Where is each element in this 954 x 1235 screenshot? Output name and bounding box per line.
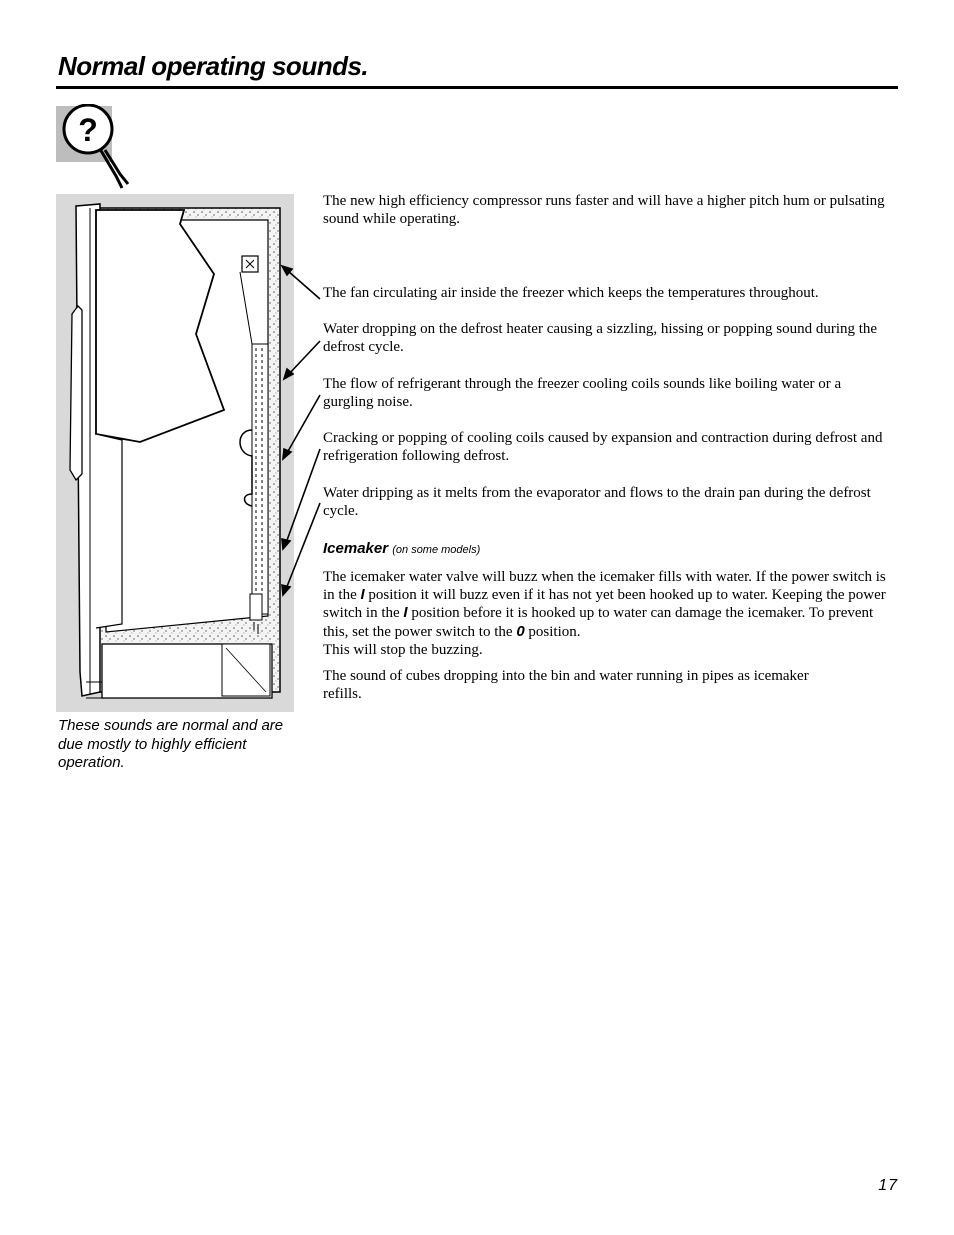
text-run: This will stop the buzzing. bbox=[323, 641, 483, 658]
icemaker-valve-description bbox=[323, 568, 898, 659]
sound-description: Water dropping on the defrost heater causing a sizzling, hissing or popping sound during the defrost cycle. bbox=[323, 321, 878, 356]
page-number: 17 bbox=[878, 1177, 898, 1194]
icemaker-heading bbox=[323, 539, 480, 560]
sound-description: Cracking or popping of cooling coils caused by expansion and contraction during defrost and refrigeration following defrost. bbox=[323, 430, 883, 465]
question-mark-magnifier-icon bbox=[56, 104, 136, 190]
icemaker-heading-text: Icemaker bbox=[323, 540, 389, 557]
sound-description: The flow of refrigerant through the freezer cooling coils sounds like boiling water or a gurgling noise. bbox=[323, 376, 842, 411]
text-run: position before it is hooked up to water can damage the icemaker. To prevent this, set the power switch to the bbox=[323, 605, 874, 640]
text-run: position it will buzz even if it has not yet been hooked up to water. Keeping the power switch in the bbox=[323, 587, 886, 622]
icemaker-heading-note: (on some models) bbox=[392, 544, 481, 556]
refrigerator-diagram bbox=[56, 194, 294, 712]
page-title: Normal operating sounds. bbox=[58, 51, 369, 81]
power-switch-symbol: I bbox=[403, 604, 408, 622]
sound-description: The new high efficiency compressor runs faster and will have a higher pitch hum or pulsating sound while operating. bbox=[323, 193, 885, 228]
icemaker-refill-description: The sound of cubes dropping into the bin and water running in pipes as icemaker refills. bbox=[323, 668, 809, 703]
sound-description: The fan circulating air inside the freezer which keeps the temperatures throughout. bbox=[323, 285, 819, 301]
text-run: position. bbox=[524, 623, 581, 640]
text-run: The icemaker water valve will buzz when the icemaker fills with water. If the power switch is in the bbox=[323, 569, 886, 604]
callout-arrows bbox=[270, 255, 330, 615]
sound-description: Water dripping as it melts from the evaporator and flows to the drain pan during the defrost cycle. bbox=[323, 485, 871, 520]
title-rule bbox=[56, 86, 898, 89]
power-switch-symbol: 0 bbox=[516, 622, 525, 640]
power-switch-symbol: I bbox=[360, 586, 365, 604]
diagram-caption: These sounds are normal and are due mostly to highly efficient operation. bbox=[58, 717, 284, 771]
svg-text:?: ? bbox=[78, 112, 98, 148]
